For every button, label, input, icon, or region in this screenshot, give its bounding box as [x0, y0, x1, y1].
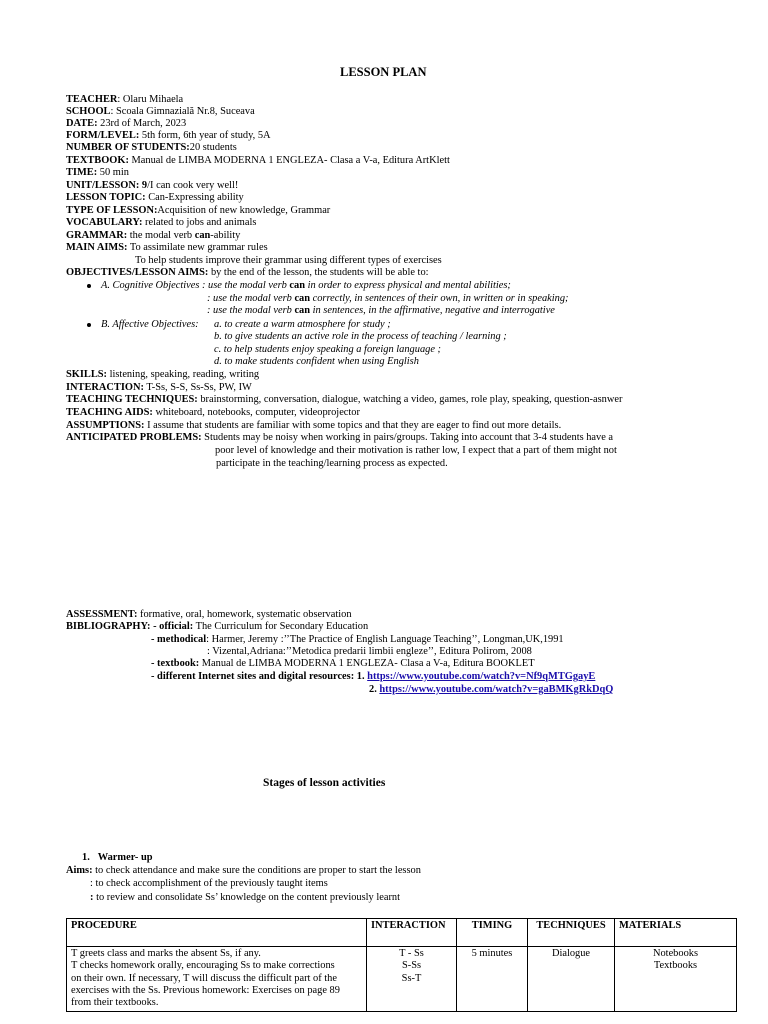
field-time: TIME: 50 min — [66, 167, 129, 178]
field-vocabulary: VOCABULARY: related to jobs and animals — [66, 217, 257, 228]
cell-techniques: Dialogue — [528, 947, 615, 1012]
bibliography-methodical: - methodical: Harmer, Jeremy :’’The Practice of English Language Teaching’’, Longman,UK,1991 — [151, 634, 564, 645]
col-header-procedure: PROCEDURE — [67, 919, 367, 947]
affective-objectives-label: B. Affective Objectives: — [101, 319, 199, 330]
cognitive-objective-3: : use the modal verb can in sentences, in the affirmative, negative and interrogative — [207, 305, 555, 316]
affective-objective-c: c. to help students enjoy speaking a foreign language ; — [214, 344, 442, 355]
field-teaching-aids: TEACHING AIDS: whiteboard, notebooks, computer, videoprojector — [66, 407, 360, 418]
field-main-aims: MAIN AIMS: To assimilate new grammar rules — [66, 242, 268, 253]
bullet-icon — [87, 323, 91, 327]
youtube-link-1[interactable]: https://www.youtube.com/watch?v=Nf9qMTGgayE — [367, 671, 596, 682]
field-unit-lesson: UNIT/LESSON: 9/I can cook very well! — [66, 180, 239, 191]
bibliography-methodical-2: : Vizental,Adriana:’’Metodica predarii limbii engleze’’, Editura Polirom, 2008 — [207, 646, 532, 657]
affective-objective-d: d. to make students confident when using English — [214, 356, 419, 367]
field-teacher: TEACHER: Olaru Mihaela — [66, 94, 184, 105]
affective-objective-a: a. to create a warm atmosphere for study ; — [214, 319, 391, 330]
cognitive-objective-1: A. Cognitive Objectives : use the modal verb can in order to express physical and mental abilities; — [101, 280, 511, 291]
cell-interaction: T - Ss S-Ss Ss-T — [367, 947, 457, 1012]
bibliography-internet: - different Internet sites and digital resources: 1. https://www.youtube.com/watch?v=Nf9qMTGgayE — [151, 671, 596, 682]
anticipated-problems-line2: poor level of knowledge and their motivation is rather low, I expect that a part of them might not — [215, 445, 617, 456]
field-date: DATE: 23rd of March, 2023 — [66, 118, 187, 129]
field-skills: SKILLS: listening, speaking, reading, writing — [66, 369, 260, 380]
field-textbook: TEXTBOOK: Manual de LIMBA MODERNA 1 ENGLEZA- Clasa a V-a, Editura ArtKlett — [66, 155, 450, 166]
field-teaching-techniques: TEACHING TECHNIQUES: brainstorming, conversation, dialogue, watching a video, games, role play, speaking, question-asnwer — [66, 394, 623, 405]
field-interaction: INTERACTION: T-Ss, S-S, Ss-Ss, PW, IW — [66, 382, 252, 393]
anticipated-problems-line3: participate in the teaching/learning process as expected. — [216, 458, 448, 469]
field-grammar: GRAMMAR: the modal verb can-ability — [66, 230, 241, 241]
field-lesson-topic: LESSON TOPIC: Can-Expressing ability — [66, 192, 244, 203]
table-header-row — [67, 919, 737, 947]
col-header-interaction: INTERACTION — [367, 919, 457, 947]
bibliography-internet-2: 2. https://www.youtube.com/watch?v=gaBMKgRkDqQ — [369, 684, 614, 695]
page-title: LESSON PLAN — [340, 65, 427, 79]
table-row — [67, 947, 737, 1012]
bibliography-textbook: - textbook: Manual de LIMBA MODERNA 1 ENGLEZA- Clasa a V-a, Editura BOOKLET — [151, 658, 535, 669]
field-form-level: FORM/LEVEL: 5th form, 6th year of study, 5A — [66, 130, 271, 141]
field-bibliography: BIBLIOGRAPHY: - official: The Curriculum for Secondary Education — [66, 621, 369, 632]
col-header-techniques: TECHNIQUES — [528, 919, 615, 947]
field-type-of-lesson: TYPE OF LESSON:Acquisition of new knowledge, Grammar — [66, 205, 331, 216]
warmer-aims-2: : to check accomplishment of the previously taught items — [90, 878, 328, 889]
warmer-aims-1: Aims: to check attendance and make sure the conditions are proper to start the lesson — [66, 865, 421, 876]
procedure-table — [66, 918, 737, 1012]
field-assessment: ASSESSMENT: formative, oral, homework, systematic observation — [66, 609, 352, 620]
warmer-heading: 1. Warmer- up — [82, 852, 153, 863]
col-header-materials: MATERIALS — [615, 919, 737, 947]
field-objectives: OBJECTIVES/LESSON AIMS: by the end of the lesson, the students will be able to: — [66, 267, 429, 278]
field-school: SCHOOL: Scoala Gimnazială Nr.8, Suceava — [66, 106, 255, 117]
youtube-link-2[interactable]: https://www.youtube.com/watch?v=gaBMKgRkDqQ — [379, 684, 614, 695]
main-aims-line2: To help students improve their grammar using different types of exercises — [135, 255, 442, 266]
field-assumptions: ASSUMPTIONS: I assume that students are familiar with some topics and that they are eager to find out more details. — [66, 420, 562, 431]
field-anticipated-problems: ANTICIPATED PROBLEMS: Students may be noisy when working in pairs/groups. Taking into account that 3-4 students have a — [66, 432, 614, 443]
cell-materials: Notebooks Textbooks — [615, 947, 737, 1012]
bullet-icon — [87, 284, 91, 288]
stages-title: Stages of lesson activities — [263, 777, 386, 789]
field-number-of-students: NUMBER OF STUDENTS:20 students — [66, 142, 237, 153]
cell-timing: 5 minutes — [457, 947, 528, 1012]
col-header-timing: TIMING — [457, 919, 528, 947]
affective-objective-b: b. to give students an active role in the process of teaching / learning ; — [214, 331, 507, 342]
cognitive-objective-2: : use the modal verb can correctly, in sentences of their own, in written or in speaking; — [207, 293, 569, 304]
cell-procedure: T greets class and marks the absent Ss, if any. T checks homework orally, encouraging Ss to make corrections on their own. If necessary, T will discuss the difficult part of the exercises with the Ss. Previous homework: Exercises on page 89 from their textbooks. — [67, 947, 367, 1012]
warmer-aims-3: : to review and consolidate Ss’ knowledge on the content previously learnt — [90, 892, 401, 903]
